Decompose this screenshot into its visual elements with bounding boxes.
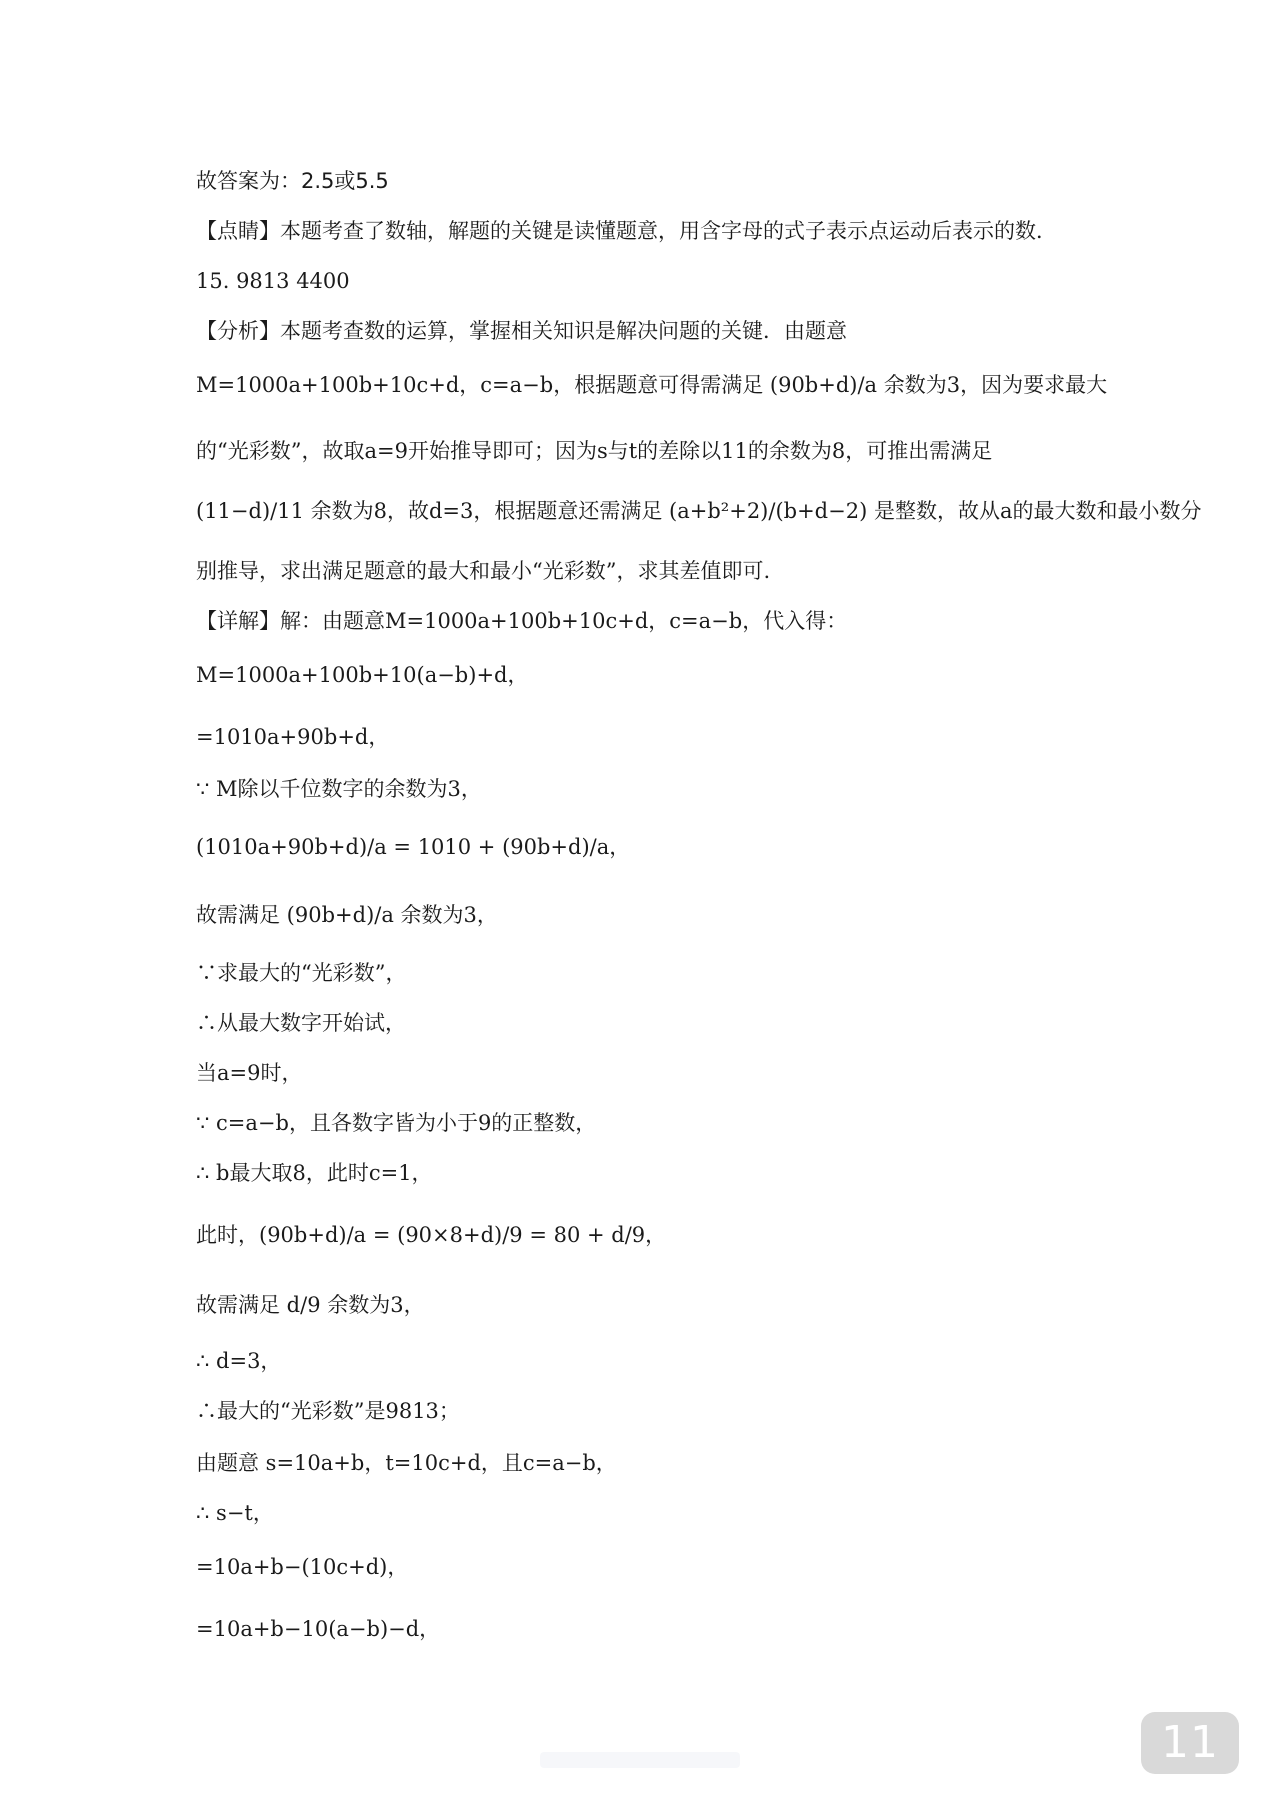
question-15-answers: 15. 9813 4400 bbox=[196, 269, 350, 293]
analysis-line-5: 别推导，求出满足题意的最大和最小“光彩数”，求其差值即可. bbox=[196, 559, 771, 583]
detail-line-9: 当a=9时， bbox=[196, 1061, 303, 1085]
detail-line-17: ∴ s−t， bbox=[196, 1501, 274, 1525]
analysis-line-2: M=1000a+100b+10c+d，c=a−b，根据题意可得需满足 (90b+d)/a 余数为3，因为要求最大 bbox=[196, 373, 1108, 397]
detail-line-13: 故需满足 d/9 余数为3， bbox=[196, 1293, 425, 1317]
detail-line-2: M=1000a+100b+10(a−b)+d， bbox=[196, 663, 529, 687]
detail-line-19: =10a+b−10(a−b)−d， bbox=[196, 1617, 441, 1641]
analysis-line-1: 【分析】本题考查数的运算，掌握相关知识是解决问题的关键．由题意 bbox=[196, 319, 847, 343]
detail-line-18: =10a+b−(10c+d)， bbox=[196, 1555, 409, 1579]
detail-line-1: 【详解】解：由题意M=1000a+100b+10c+d，c=a−b，代入得： bbox=[196, 609, 848, 633]
detail-line-7: ∵求最大的“光彩数”， bbox=[196, 961, 407, 985]
detail-line-8: ∴从最大数字开始试， bbox=[196, 1011, 406, 1035]
detail-line-4: ∵ M除以千位数字的余数为3， bbox=[196, 777, 482, 801]
detail-line-3: =1010a+90b+d， bbox=[196, 725, 390, 749]
analysis-line-3: 的“光彩数”，故取a=9开始推导即可；因为s与t的差除以11的余数为8，可推出需满足 bbox=[196, 439, 993, 463]
detail-line-12: 此时，(90b+d)/a = (90×8+d)/9 = 80 + d/9， bbox=[196, 1223, 667, 1247]
page-number-badge: 11 bbox=[1141, 1712, 1239, 1774]
detail-line-10: ∵ c=a−b，且各数字皆为小于9的正整数， bbox=[196, 1111, 597, 1135]
detail-line-6: 故需满足 (90b+d)/a 余数为3， bbox=[196, 903, 498, 927]
detail-line-16: 由题意 s=10a+b，t=10c+d，且c=a−b， bbox=[196, 1451, 617, 1475]
detail-line-5: (1010a+90b+d)/a = 1010 + (90b+d)/a， bbox=[196, 835, 631, 859]
detail-line-11: ∴ b最大取8，此时c=1， bbox=[196, 1161, 433, 1185]
detail-line-15: ∴最大的“光彩数”是9813； bbox=[196, 1399, 460, 1423]
comment-line: 【点睛】本题考查了数轴，解题的关键是读懂题意，用含字母的式子表示点运动后表示的数． bbox=[196, 219, 1057, 243]
analysis-line-4: (11−d)/11 余数为8，故d=3，根据题意还需满足 (a+b²+2)/(b+d−2) 是整数，故从a的最大数和最小数分 bbox=[196, 499, 1202, 523]
detail-line-14: ∴ d=3， bbox=[196, 1349, 282, 1373]
answer-line: 故答案为：2.5或5.5 bbox=[196, 169, 389, 193]
watermark bbox=[540, 1752, 740, 1768]
